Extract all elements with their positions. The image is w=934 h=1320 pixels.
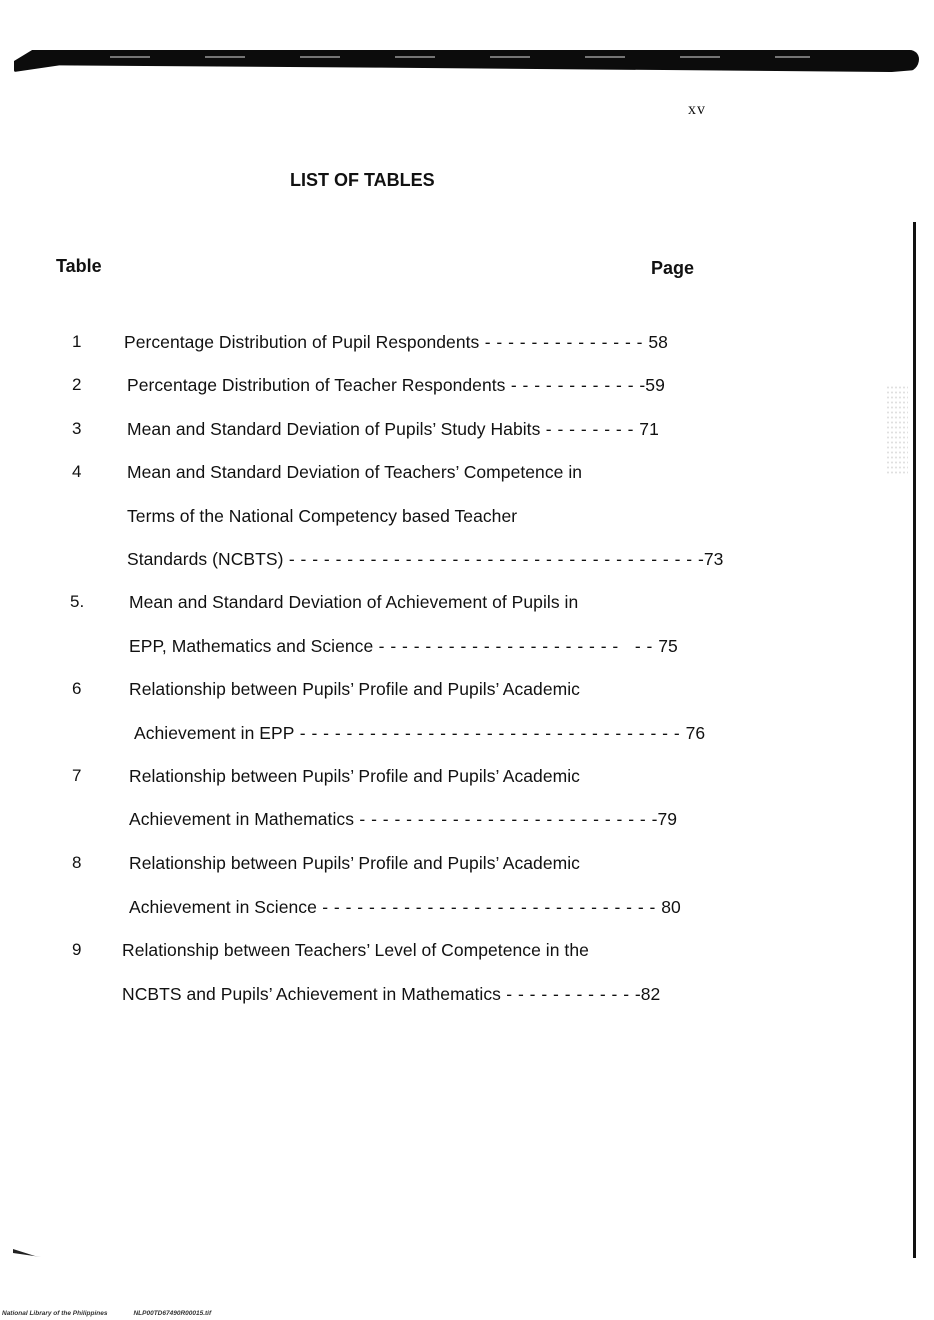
column-header-page: Page (651, 258, 695, 278)
entry-title: Achievement in Mathematics (129, 809, 355, 829)
entry-page: -79 (651, 809, 678, 829)
entry-title: NCBTS and Pupils’ Achievement in Mathematics (122, 984, 501, 1004)
entry-page: -73 (697, 549, 724, 569)
table-number: 7 (72, 766, 82, 785)
toc-line (129, 636, 678, 657)
dot-leader: - - - - - - - - - - - - - - - - - - - - - - - - - - - - - - - - - (294, 723, 686, 743)
scan-top-border (14, 50, 919, 72)
library-credit: National Library of the Philippines (2, 1310, 108, 1317)
page-number: xv (688, 101, 706, 118)
scan-speckle (886, 385, 908, 475)
toc-line (127, 419, 659, 440)
entry-title: Relationship between Pupils’ Profile and Pupils’ Academic (129, 853, 580, 873)
table-number: 5. (70, 592, 85, 611)
entry-title: Terms of the National Competency based Teacher (127, 506, 518, 526)
dot-leader: - - - - - - - - (540, 419, 640, 439)
entry-page: 76 (685, 723, 706, 743)
entry-page: -59 (639, 375, 665, 395)
toc-line (127, 462, 582, 483)
toc-line (127, 549, 723, 570)
entry-page: 58 (648, 332, 668, 352)
toc-line (122, 940, 589, 961)
dot-leader: - - - - - - - - - - - - - - - - - - - - - - - - - (354, 809, 652, 829)
entry-title: Percentage Distribution of Pupil Respondents (124, 332, 480, 352)
dot-leader: - - - - - - - - - - - - - - (479, 332, 649, 352)
scan-streak (110, 56, 810, 58)
table-number: 3 (72, 419, 82, 438)
entry-title: EPP, Mathematics and Science (129, 636, 374, 656)
table-number: 6 (72, 679, 82, 698)
page-title: LIST OF TABLES (290, 170, 435, 190)
entry-title: Relationship between Teachers’ Level of Competence in the (122, 940, 589, 960)
toc-line (129, 809, 677, 830)
entry-title: Mean and Standard Deviation of Teachers’ Competence in (127, 462, 583, 482)
table-number: 2 (72, 375, 82, 394)
toc-line (122, 984, 660, 1005)
toc-line (134, 723, 705, 744)
entry-page: -82 (634, 984, 661, 1004)
entry-title: Mean and Standard Deviation of Pupils’ Study Habits (127, 419, 541, 439)
toc-line (129, 592, 578, 613)
scan-footer (2, 1310, 237, 1317)
entry-title: Achievement in EPP (134, 723, 295, 743)
entry-title: Achievement in Science (129, 897, 317, 917)
dot-leader: - - - - - - - - - - - - - - - - - - - - - - - - - - - - - (316, 897, 662, 917)
toc-line (127, 375, 665, 396)
toc-line (129, 679, 580, 700)
toc-line (129, 766, 580, 787)
table-number: 4 (72, 462, 82, 481)
entry-page: 75 (658, 636, 678, 656)
scan-right-edge (913, 222, 916, 1258)
scan-corner-mark-icon (13, 1248, 41, 1258)
entry-page: 71 (639, 419, 659, 439)
dot-leader: - - - - - - - - - - - - - - - - - - - - - - - - - - - - - - - - - - - (283, 549, 698, 569)
dot-leader: - - - - - - - - - - - - - - - - - - - - - - - (373, 636, 659, 656)
column-header-table: Table (56, 256, 102, 276)
toc-line (124, 332, 668, 353)
toc-line (129, 897, 681, 918)
entry-title: Percentage Distribution of Teacher Respondents (127, 375, 506, 395)
entry-title: Mean and Standard Deviation of Achievement of Pupils in (129, 592, 579, 612)
toc-line (129, 853, 580, 874)
dot-leader: - - - - - - - - - - - (505, 375, 640, 395)
entry-title: Relationship between Pupils’ Profile and Pupils’ Academic (129, 679, 580, 699)
table-number: 9 (72, 940, 82, 959)
file-id: NLP00TD67490R00015.tif (133, 1310, 212, 1317)
entry-title: Relationship between Pupils’ Profile and Pupils’ Academic (129, 766, 580, 786)
table-number: 8 (72, 853, 82, 872)
table-number: 1 (72, 332, 82, 351)
entry-page: 80 (661, 897, 681, 917)
dot-leader: - - - - - - - - - - - (500, 984, 635, 1004)
entry-title: Standards (NCBTS) (127, 549, 284, 569)
toc-line (127, 506, 517, 527)
